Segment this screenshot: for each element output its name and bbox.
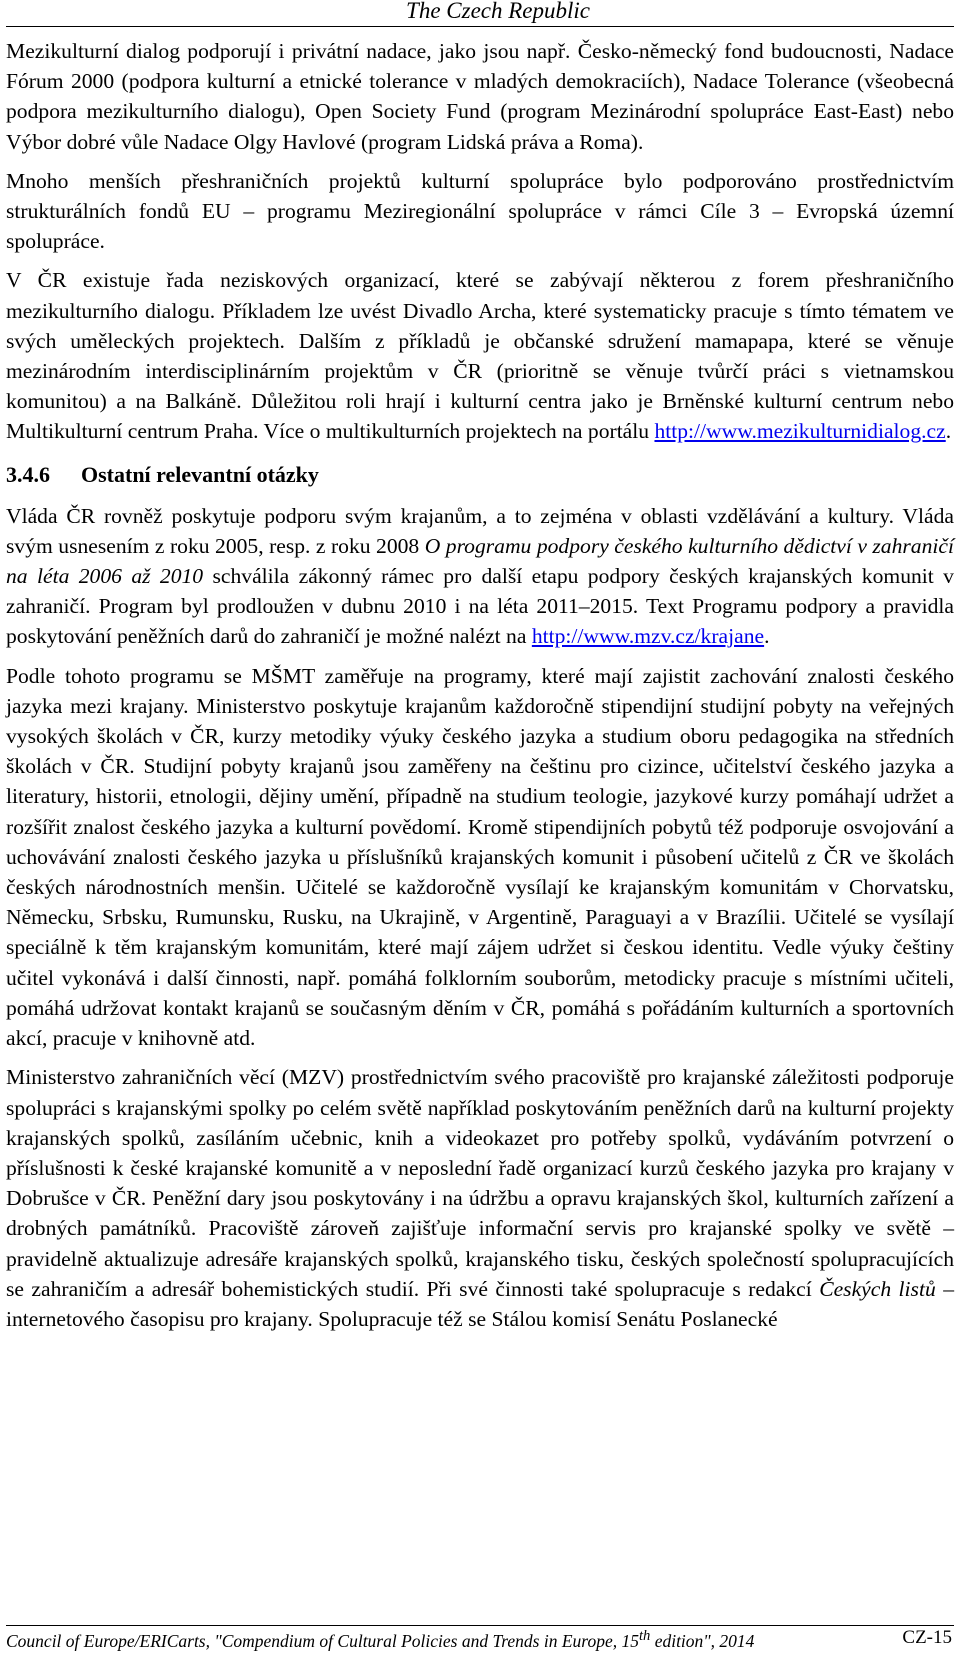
link-mzv-krajane[interactable]: http://www.mzv.cz/krajane	[531, 624, 765, 649]
page-number: CZ-15	[902, 1627, 952, 1648]
section-title: Ostatní relevantní otázky	[81, 461, 319, 487]
document-body	[6, 36, 954, 1343]
page-header	[0, 0, 960, 26]
section-heading	[6, 461, 954, 489]
footer-citation-main: Council of Europe/ERICarts, "Compendium of Cultural Policies and Trends in Europe, 15	[6, 1630, 639, 1651]
footer-citation	[6, 1628, 754, 1652]
footer-citation-sup: th	[638, 1628, 651, 1644]
paragraph-msmt-program: Podle tohoto programu se MŠMT zaměřuje na programy, které mají zajistit zachování znalosti českého jazyka mezi krajany. Ministerstvo poskytuje krajanům každoročně stipendijní studijní pobyty na veřejných vysokých školách v ČR, kurzy metodiky výuky českého jazyka a studium oboru pedagogika na středních školách v ČR. Studijní pobyty krajanů jsou zaměřeny na češtinu pro cizince, učitelství českého jazyka a literatury, historii, etnologii, dějiny umění, případně na studium teologie, jazykové kurzy pomáhají udržet a rozšířit znalost českého jazyka a kulturní povědomí. Kromě stipendijních pobytů též podporuje osvojování a uchovávání znalosti českého jazyka u příslušníků krajanských komunit i působení učitelů z ČR ve školách českých národnostních menšin. Učitelé se každoročně vysílají ke krajanským komunitám v Chorvatsku, Německu, Srbsku, Rumunsku, Rusku, na Ukrajině, v Argentině, Paraguayi a v Brazílii. Učitelé se vysílají speciálně k těm krajanským komunitám, které mají zájem udržet si českou identitu. Vedle výuky češtiny učitel vykonává i další činnosti, např. pomáhá folklorním souborům, metodicky pracuje s místními učiteli, pomáhá udržovat kontakt krajanů se současným děním v ČR, pomáhá s pořádáním kulturních a sportovních akcí, pracuje v knihovně atd.	[6, 663, 954, 1051]
paragraph-mzv-text1: Ministerstvo zahraničních věcí (MZV) prostřednictvím svého pracoviště pro krajanské záležitosti podporuje spolupráci s krajanskými spolky po celém světě například poskytováním peněžních darů na kulturní projekty krajanských spolků, zasíláním učebnic, knih a videokazet pro potřeby spolků, vydáváním potvrzení o příslušnosti k české krajanské komunitě a v neposlední řadě organizací kurzů českého jazyka pro krajany v Dobrušce v ČR. Peněžní dary jsou poskytovány i na údržbu a opravu krajanských škol, kulturních zařízení a drobných památníků. Pracoviště zároveň zajišťuje informační servis pro krajanské spolky ve světě – pravidelně aktualizuje adresáře krajanských spolků, krajanského tisku, českých společností spolupracujících se zahraničím a adresář bohemistických studií. Při své činnosti také spolupracuje s redakcí	[6, 1065, 954, 1301]
program-title: O programu podpory českého kulturního dědictví v zahraničí na léta 2006 až 2010	[6, 533, 954, 589]
paragraph-mzv-text2: – internetového časopisu pro krajany. Spolupracuje též se Stálou komisí Senátu Poslanecké	[6, 1276, 954, 1331]
paragraph-ngos-text: V ČR existuje řada neziskových organizací, které se zabývají některou z forem přeshraničního mezikulturního dialogu. Příkladem lze uvést Divadlo Archa, které systematicky pracuje s tímto tématem ve svých uměleckých projektech. Dalším z příkladů je občanské sdružení mamapapa, které se věnuje mezinárodním interdisciplinárním projektům v ČR (prioritně se věnuje tvůrčí práci s vietnamskou komunitou) a na Balkáně. Důležitou roli hrají i kulturní centra jako je Brněnské kulturní centrum nebo Multikulturní centrum Praha. Více o multikulturních projektech na portálu	[6, 268, 954, 444]
paragraph-government-text2: schválila zákonný rámec pro další etapu podpory českých krajanských komunit v zahraničí. Program byl prodloužen v dubnu 2010 i na léta 2011–2015. Text Programu podpory a pravidla poskytování peněžních darů do zahraničí je možné nalézt na	[6, 564, 954, 649]
paragraph-foundations: Mezikulturní dialog podporují i privátní nadace, jako jsou např. Česko-německý fond budoucnosti, Nadace Fórum 2000 (podpora kulturní a etnické tolerance v mladých demokraciích), Nadace Tolerance (všeobecná podpora mezikulturního dialogu), Open Society Fund (program Mezinárodní spolupráce East-East) nebo Výbor dobré vůle Nadace Olgy Havlové (program Lidská práva a Roma).	[6, 39, 954, 154]
section-number: 3.4.6	[6, 461, 50, 487]
paragraph-ngos	[6, 265, 954, 446]
ceske-listy-title: Českých listů	[819, 1276, 936, 1301]
header-rule	[6, 26, 954, 27]
paragraph-government-text1: Vláda ČR rovněž poskytuje podporu svým krajanům, a to zejména v oblasti vzdělávání a kultury. Vláda svým usnesením z roku 2005, resp. z roku 2008	[6, 503, 954, 558]
paragraph-government-support	[6, 501, 954, 652]
paragraph-ngos-end: .	[945, 419, 952, 444]
link-mezikulturnidialog[interactable]: http://www.mezikulturnidialog.cz	[654, 419, 946, 444]
paragraph-cross-border-projects: Mnoho menších přeshraničních projektů kulturní spolupráce bylo podporováno prostřednictvím strukturálních fondů EU – programu Meziregionální spolupráce v rámci Cíle 3 – Evropská územní spolupráce.	[6, 168, 954, 254]
paragraph-mzv	[6, 1062, 954, 1334]
header-title: The Czech Republic	[406, 0, 590, 23]
paragraph-government-end: .	[764, 624, 770, 649]
page-footer	[6, 1625, 954, 1660]
footer-citation-end: edition", 2014	[650, 1630, 755, 1651]
